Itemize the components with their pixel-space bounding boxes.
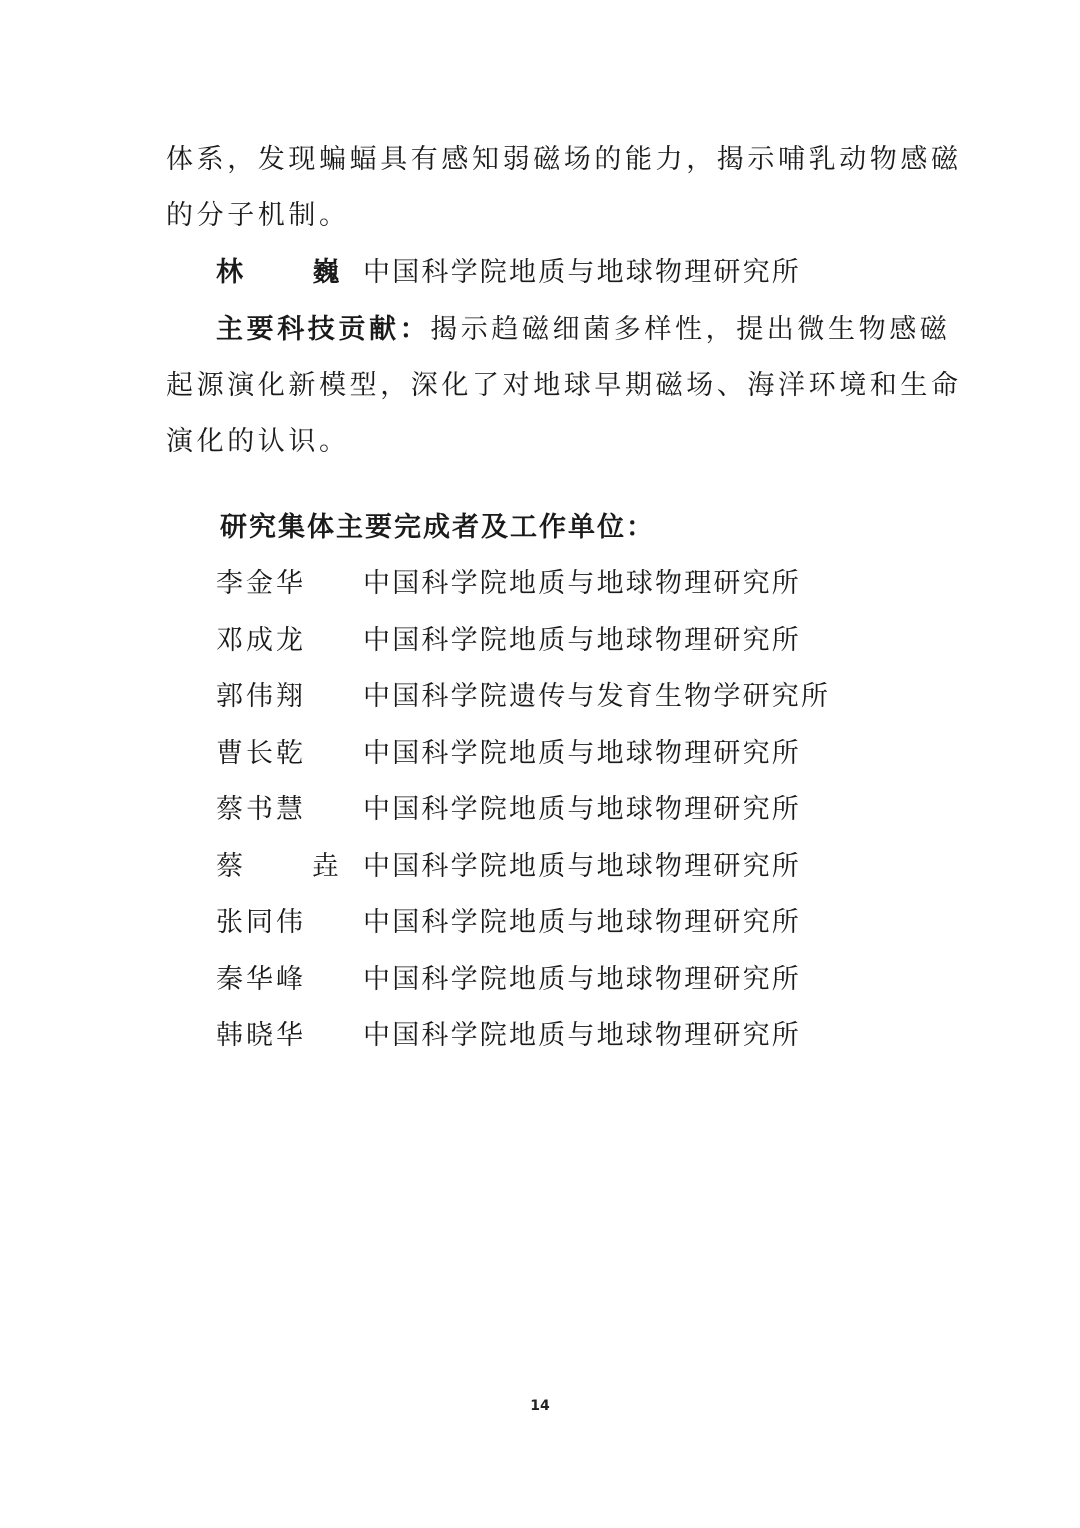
member-org: 中国科学院遗传与发育生物学研究所 [363,681,831,712]
member-org: 中国科学院地质与地球物理研究所 [363,964,801,995]
team-member-row [0,962,1080,1002]
contribution-line [216,312,950,348]
member-name: 郭伟翔 [216,681,306,712]
member-name: 曹长乾 [216,738,306,769]
member-org: 中国科学院地质与地球物理研究所 [363,568,801,599]
team-member-row [0,623,1080,663]
member-name: 蔡 垚 [216,851,369,882]
team-member-row [0,905,1080,945]
laureate-org: 中国科学院地质与地球物理研究所 [363,257,801,288]
member-org: 中国科学院地质与地球物理研究所 [363,851,801,882]
contribution-text: 揭示趋磁细菌多样性，提出微生物感磁 [430,314,951,345]
team-heading: 研究集体主要完成者及工作单位： [220,512,655,543]
member-org: 中国科学院地质与地球物理研究所 [363,625,801,656]
member-name: 李金华 [216,568,306,599]
team-member-row [0,792,1080,832]
page-number: 14 [530,1398,550,1414]
team-member-row [0,566,1080,606]
team-member-row [0,679,1080,719]
contribution-line: 起源演化新模型，深化了对地球早期磁场、海洋环境和生命 [166,370,962,401]
member-name: 邓成龙 [216,625,306,656]
member-org: 中国科学院地质与地球物理研究所 [363,738,801,769]
team-member-row [0,849,1080,889]
paragraph-line: 的分子机制。 [166,200,350,231]
contribution-label: 主要科技贡献： [216,314,431,345]
member-org: 中国科学院地质与地球物理研究所 [363,907,801,938]
member-name: 秦华峰 [216,964,306,995]
member-name: 韩晓华 [216,1020,306,1051]
team-member-row [0,1018,1080,1058]
member-name: 蔡书慧 [216,794,306,825]
contribution-line: 演化的认识。 [166,426,350,457]
member-name: 张同伟 [216,907,306,938]
member-org: 中国科学院地质与地球物理研究所 [363,794,801,825]
member-org: 中国科学院地质与地球物理研究所 [363,1020,801,1051]
laureate-name: 林 巍 [216,257,370,288]
paragraph-line: 体系，发现蝙蝠具有感知弱磁场的能力，揭示哺乳动物感磁 [166,144,962,175]
team-member-row [0,736,1080,776]
